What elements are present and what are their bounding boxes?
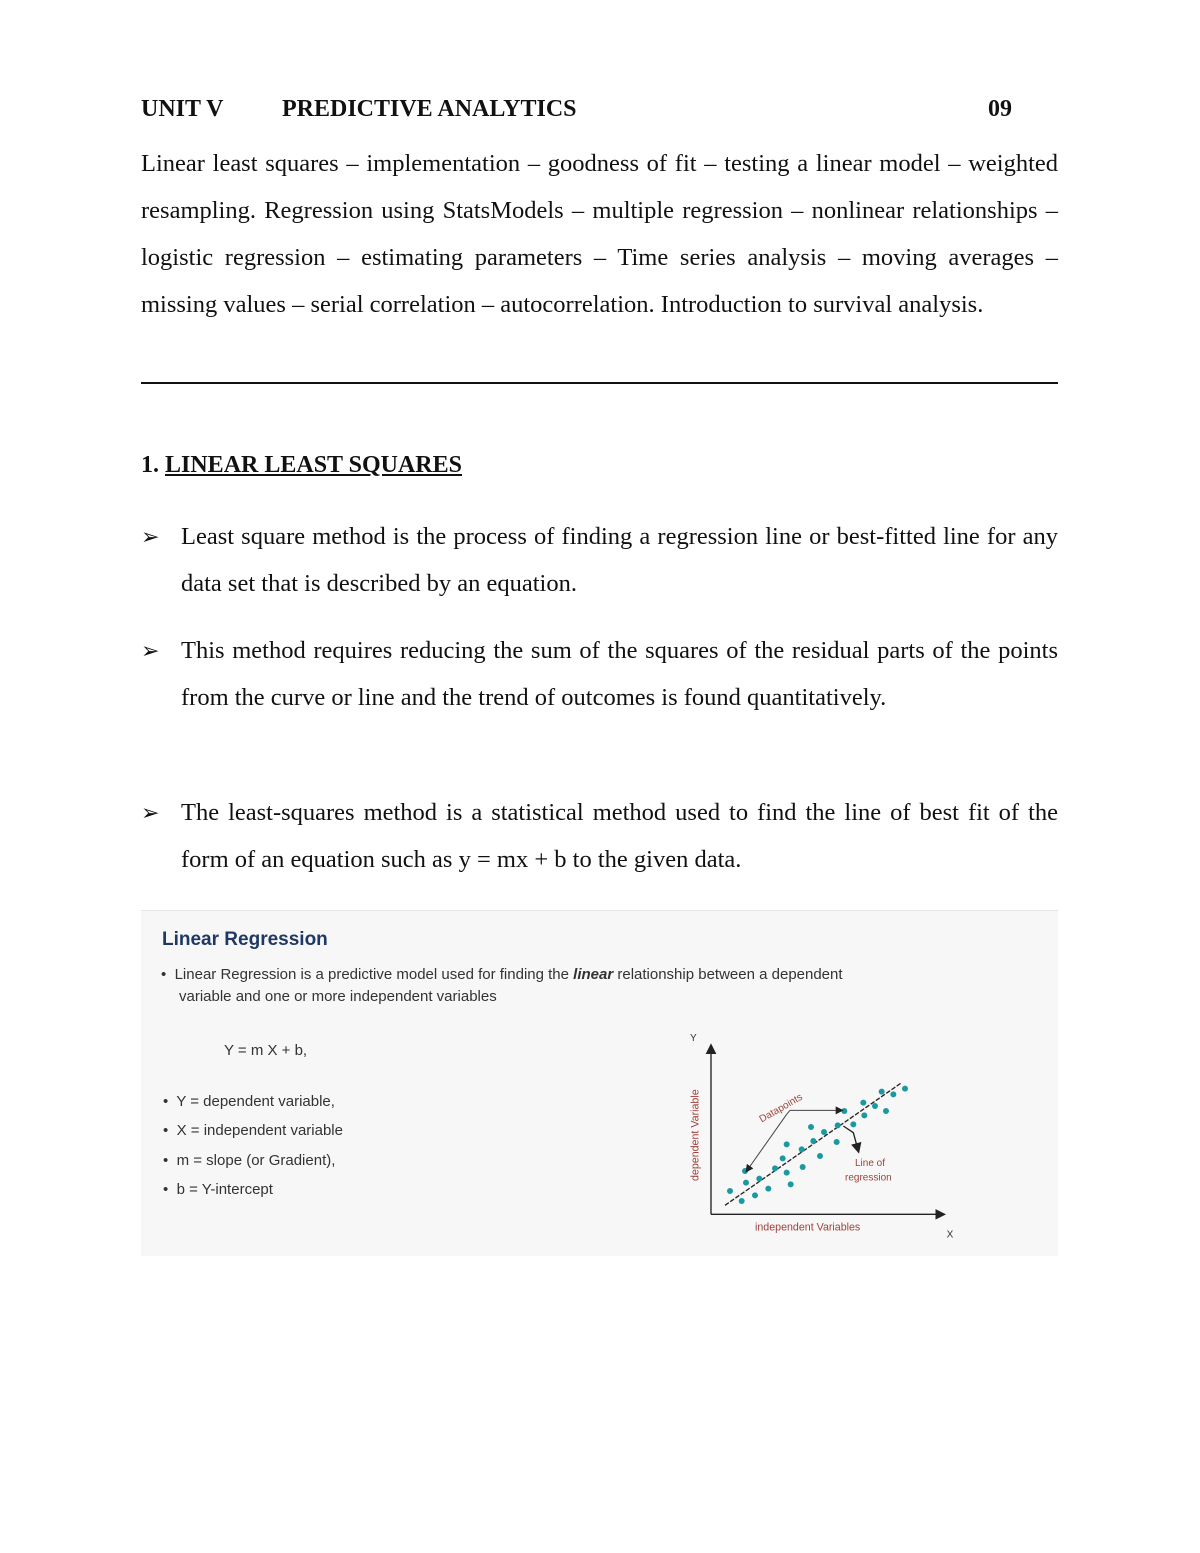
bullet-item — [141, 789, 1058, 883]
unit-number: UNIT V — [141, 96, 224, 122]
regression-equation: Y = m X + b, — [224, 1042, 308, 1059]
x-axis-letter: X — [946, 1229, 954, 1241]
datapoints — [727, 1086, 908, 1204]
regression-line-arrow — [843, 1126, 858, 1151]
section-title: LINEAR LEAST SQUARES — [165, 452, 462, 478]
unit-title: PREDICTIVE ANALYTICS — [282, 96, 577, 122]
arrow-bullet-icon: ➢ — [141, 524, 160, 549]
datapoints-label: Datapoints — [757, 1091, 805, 1126]
definition-item: • b = Y-intercept — [163, 1181, 273, 1198]
unit-hours: 09 — [988, 96, 1012, 122]
x-axis-label: independent Variables — [755, 1221, 861, 1234]
figure-title: Linear Regression — [162, 929, 328, 950]
arrow-bullet-icon: ➢ — [141, 800, 160, 825]
figure-intro-line2: variable and one or more independent variables — [179, 988, 497, 1005]
line-of-regression-label: regression — [845, 1172, 892, 1184]
section-number: 1. — [141, 452, 159, 478]
section-heading — [141, 452, 462, 479]
regression-diagram — [680, 1031, 960, 1241]
bullet-item — [141, 627, 1058, 721]
bullet-text: This method requires reducing the sum of the squares of the residual parts of the points from the curve or line and the trend of outcomes is found quantitatively. — [181, 637, 1058, 711]
definition-item: • Y = dependent variable, — [163, 1093, 335, 1110]
datapoints-arrow — [787, 1110, 842, 1114]
bullet-item — [141, 513, 1058, 607]
arrow-bullet-icon: ➢ — [141, 638, 160, 663]
y-axis-label: dependent Variable — [689, 1089, 702, 1181]
bullet-text: The least-squares method is a statistical method used to find the line of best fit of the form of an equation such as y = mx + b to the given data. — [181, 799, 1058, 873]
unit-header — [141, 96, 1058, 136]
y-axis-letter: Y — [690, 1033, 697, 1044]
linear-regression-figure — [141, 910, 1058, 1256]
divider — [141, 382, 1058, 384]
line-of-regression-label: Line of — [855, 1158, 886, 1169]
bullet-text: Least square method is the process of finding a regression line or best-fitted line for any data set that is described by an equation. — [181, 523, 1058, 597]
syllabus-text: Linear least squares – implementation – goodness of fit – testing a linear model – weighted resampling. Regression using StatsModels – multiple regression – nonlinear relationships – logistic regression – estimating parameters – Time series analysis – moving averages – missing values – serial correlation – autocorrelation. Introduction to survival analysis. — [141, 150, 1058, 318]
definition-item: • X = independent variable — [163, 1122, 343, 1139]
definition-item: • m = slope (or Gradient), — [163, 1152, 336, 1169]
figure-intro: • Linear Regression is a predictive model used for finding the linear relationship between a dependent — [161, 966, 843, 983]
